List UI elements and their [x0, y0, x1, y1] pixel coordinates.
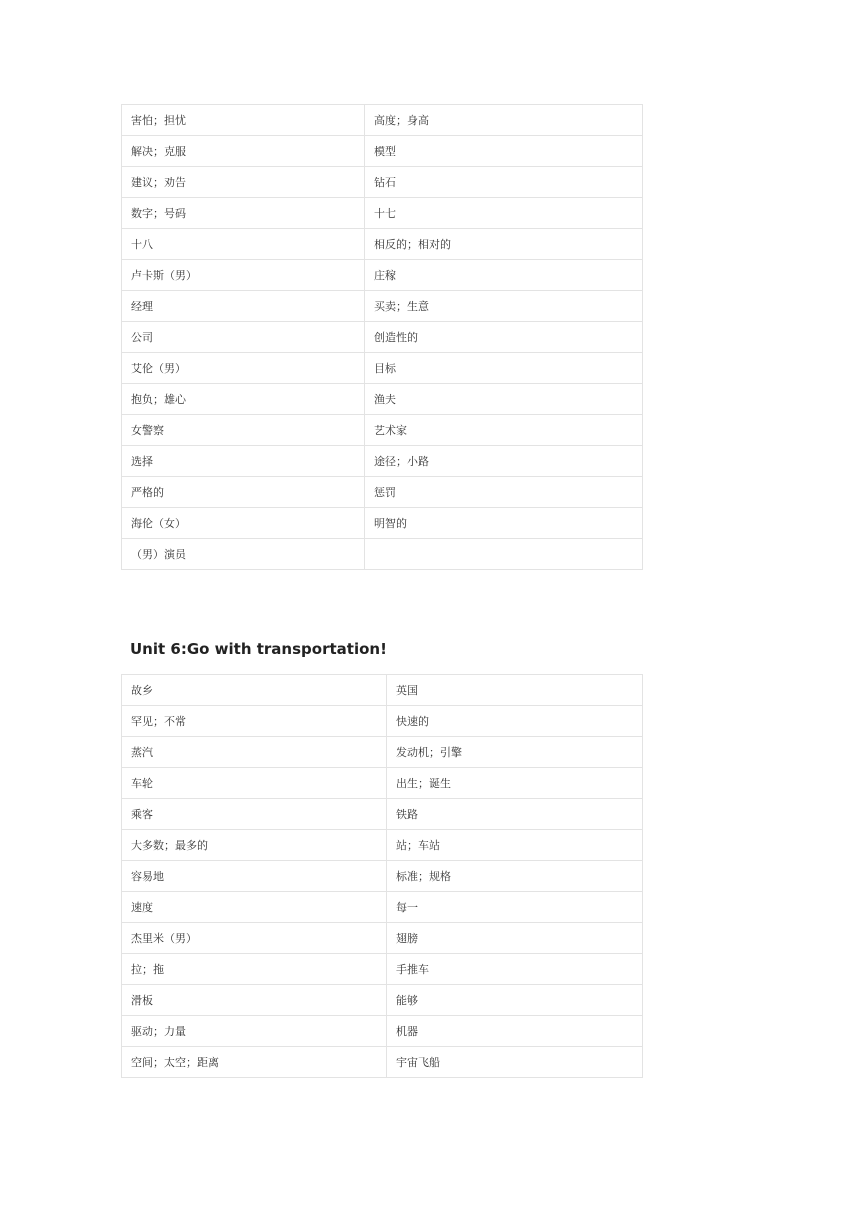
table-cell: 英国: [387, 675, 643, 706]
table-row: [122, 706, 643, 737]
table-cell: 钻石: [365, 167, 643, 198]
table-cell: 站；车站: [387, 830, 643, 861]
table-row: [122, 508, 643, 539]
table-cell: [365, 539, 643, 570]
vocab-table-2-body: [122, 675, 643, 1078]
table-cell: 途径；小路: [365, 446, 643, 477]
table-cell: 惩罚: [365, 477, 643, 508]
table-cell: 机器: [387, 1016, 643, 1047]
table-row: [122, 353, 643, 384]
table-row: [122, 1047, 643, 1078]
table-cell: 滑板: [122, 985, 387, 1016]
table-row: [122, 136, 643, 167]
table-cell: 渔夫: [365, 384, 643, 415]
table-row: [122, 923, 643, 954]
vocab-table-1: [121, 104, 643, 570]
table-cell: 经理: [122, 291, 365, 322]
table-cell: 容易地: [122, 861, 387, 892]
table-cell: 快速的: [387, 706, 643, 737]
table-cell: 艾伦（男）: [122, 353, 365, 384]
table-cell: 建议；劝告: [122, 167, 365, 198]
table-row: [122, 861, 643, 892]
table-cell: 大多数；最多的: [122, 830, 387, 861]
table-cell: 明智的: [365, 508, 643, 539]
table-row: [122, 985, 643, 1016]
table-row: [122, 415, 643, 446]
table-cell: 十七: [365, 198, 643, 229]
table-cell: 宇宙飞船: [387, 1047, 643, 1078]
table-cell: 解决；克服: [122, 136, 365, 167]
table-row: [122, 229, 643, 260]
table-cell: 蒸汽: [122, 737, 387, 768]
table-cell: 目标: [365, 353, 643, 384]
table-cell: 艺术家: [365, 415, 643, 446]
table-cell: 创造性的: [365, 322, 643, 353]
table-cell: 抱负；雄心: [122, 384, 365, 415]
table-cell: 铁路: [387, 799, 643, 830]
table-cell: 手推车: [387, 954, 643, 985]
table-cell: 能够: [387, 985, 643, 1016]
table-cell: 女警察: [122, 415, 365, 446]
table-cell: （男）演员: [122, 539, 365, 570]
table-row: [122, 477, 643, 508]
table-cell: 十八: [122, 229, 365, 260]
table-row: [122, 768, 643, 799]
table-row: [122, 830, 643, 861]
table-cell: 买卖；生意: [365, 291, 643, 322]
table-row: [122, 446, 643, 477]
table-cell: 驱动；力量: [122, 1016, 387, 1047]
table-row: [122, 1016, 643, 1047]
table-cell: 拉；拖: [122, 954, 387, 985]
table-cell: 数字；号码: [122, 198, 365, 229]
table-row: [122, 167, 643, 198]
table-cell: 公司: [122, 322, 365, 353]
table-cell: 速度: [122, 892, 387, 923]
table-cell: 空间；太空；距离: [122, 1047, 387, 1078]
vocab-table-2: [121, 674, 643, 1078]
table-row: [122, 291, 643, 322]
table-row: [122, 737, 643, 768]
table-cell: 翅膀: [387, 923, 643, 954]
table-row: [122, 675, 643, 706]
section-heading-unit-6: Unit 6:Go with transportation!: [130, 640, 387, 658]
table-row: [122, 892, 643, 923]
table-row: [122, 105, 643, 136]
table-cell: 相反的；相对的: [365, 229, 643, 260]
table-cell: 故乡: [122, 675, 387, 706]
table-cell: 乘客: [122, 799, 387, 830]
table-cell: 高度；身高: [365, 105, 643, 136]
table-cell: 杰里米（男）: [122, 923, 387, 954]
table-cell: 标准；规格: [387, 861, 643, 892]
table-cell: 庄稼: [365, 260, 643, 291]
table-cell: 罕见；不常: [122, 706, 387, 737]
table-row: [122, 260, 643, 291]
vocab-table-1-body: [122, 105, 643, 570]
table-row: [122, 799, 643, 830]
table-cell: 模型: [365, 136, 643, 167]
table-row: [122, 539, 643, 570]
table-cell: 海伦（女）: [122, 508, 365, 539]
table-row: [122, 954, 643, 985]
table-cell: 卢卡斯（男）: [122, 260, 365, 291]
table-cell: 每一: [387, 892, 643, 923]
table-cell: 出生；诞生: [387, 768, 643, 799]
table-cell: 选择: [122, 446, 365, 477]
table-cell: 车轮: [122, 768, 387, 799]
table-row: [122, 384, 643, 415]
table-row: [122, 322, 643, 353]
table-row: [122, 198, 643, 229]
table-cell: 严格的: [122, 477, 365, 508]
table-cell: 发动机；引擎: [387, 737, 643, 768]
table-cell: 害怕；担忧: [122, 105, 365, 136]
